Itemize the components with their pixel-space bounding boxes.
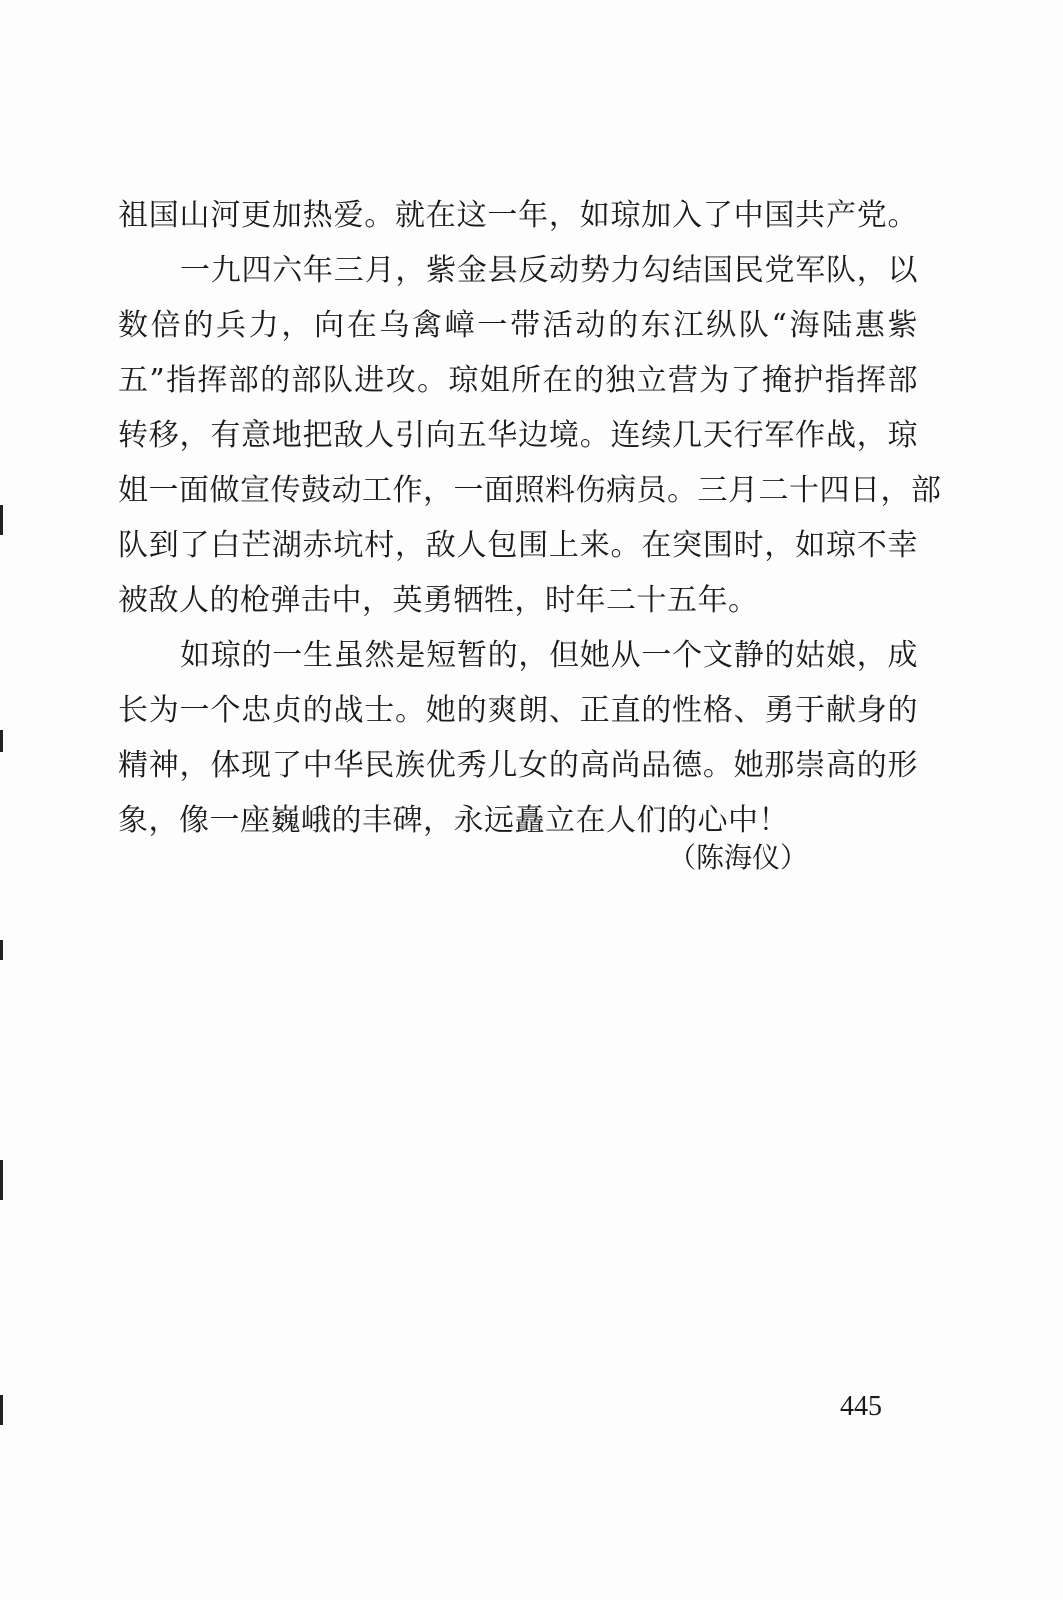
text-line: 祖国山河更加热爱。就在这一年，如琼加入了中国共产党。	[118, 198, 918, 233]
scan-edge-mark	[0, 1395, 3, 1425]
paragraph-start-line: 如琼的一生虽然是短暂的，但她从一个文静的姑娘，成	[180, 638, 918, 673]
text-line: 长为一个忠贞的战士。她的爽朗、正直的性格、勇于献身的	[118, 693, 918, 728]
scan-edge-mark	[0, 1160, 3, 1200]
paragraph-end-line: 象，像一座巍峨的丰碑，永远矗立在人们的心中！	[118, 803, 789, 838]
text-line: 精神，体现了中华民族优秀儿女的高尚品德。她那崇高的形	[118, 748, 918, 783]
text-line: 五”指挥部的部队进攻。琼姐所在的独立营为了掩护指挥部	[118, 363, 918, 398]
text-line: 姐一面做宣传鼓动工作，一面照料伤病员。三月二十四日，部	[118, 473, 942, 508]
text-line: 队到了白芒湖赤坑村，敌人包围上来。在突围时，如琼不幸	[118, 528, 918, 563]
scan-edge-mark	[0, 940, 3, 960]
scan-edge-mark	[0, 730, 3, 752]
paragraph-start-line: 一九四六年三月，紫金县反动势力勾结国民党军队，以	[180, 253, 918, 288]
page-number: 445	[840, 1391, 882, 1422]
author-attribution: （陈海仪）	[668, 841, 809, 874]
text-line: 数倍的兵力，向在乌禽嶂一带活动的东江纵队“海陆惠紫	[118, 308, 918, 343]
scan-edge-mark	[0, 505, 3, 535]
text-line: 转移，有意地把敌人引向五华边境。连续几天行军作战，琼	[118, 418, 918, 453]
body-text	[118, 188, 942, 848]
paragraph-end-line: 被敌人的枪弹击中，英勇牺牲，时年二十五年。	[118, 583, 759, 618]
